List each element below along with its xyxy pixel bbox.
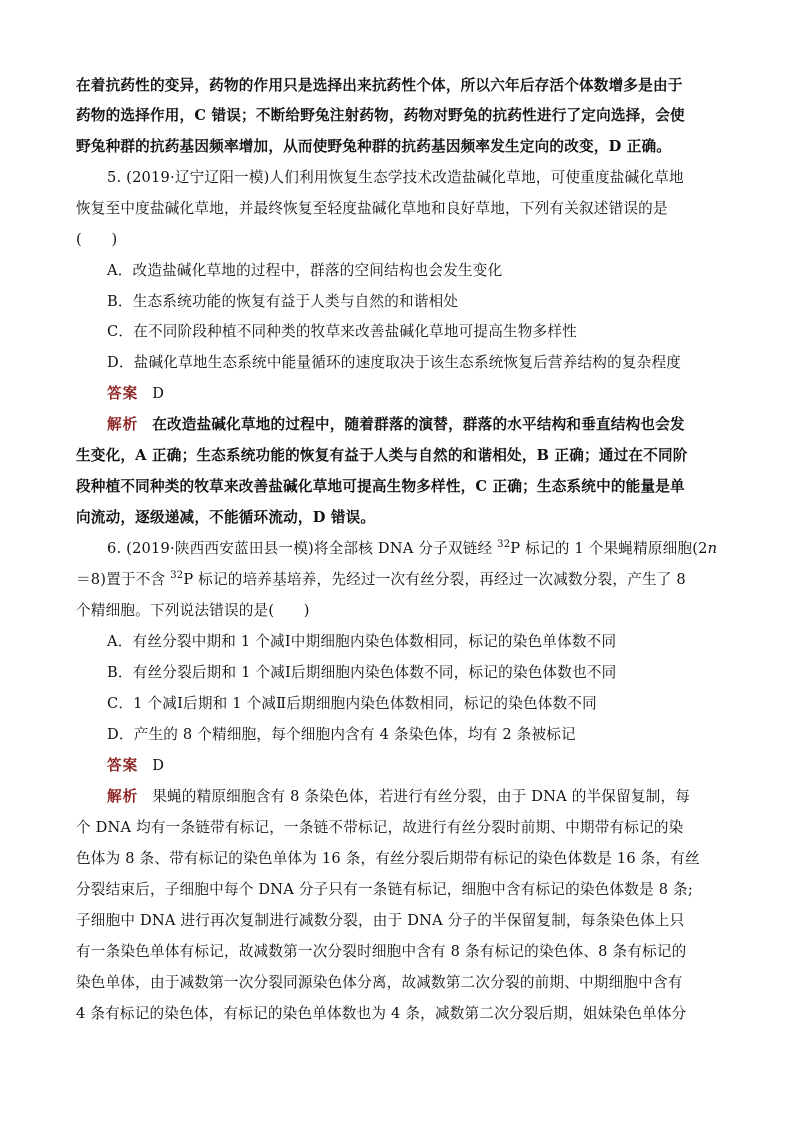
option-b: B．有丝分裂后期和 1 个减Ⅰ后期细胞内染色体数不同，标记的染色体数也不同 <box>107 664 617 681</box>
option-d: D．产生的 8 个精细胞，每个细胞内含有 4 条染色体，均有 2 条被标记 <box>107 726 576 743</box>
analysis-text: 染色单体，由于减数第一次分裂同源染色体分离，故减数第二次分裂的前期、中期细胞中含有 <box>76 974 683 991</box>
analysis-text: 个 DNA 均有一条链带有标记，一条链不带标记，故进行有丝分裂时前期、中期带有标记的染 <box>76 819 684 836</box>
question-number: 6. <box>107 540 122 557</box>
analysis-text: 子细胞中 DNA 进行再次复制进行减数分裂，由于 DNA 分子的半保留复制，每条染色体上只 <box>76 912 685 929</box>
question-text: P 标记的 1 个果蝇精原细胞(2 <box>510 540 708 557</box>
question-text: P 标记的培养基培养，先经过一次有丝分裂，再经过一次减数分裂，产生了 8 <box>183 571 686 588</box>
analysis-text: 有一条染色单体有标记，故减数第一次分裂时细胞中含有 8 条有标记的染色体、8 条有标记的 <box>76 943 687 960</box>
option-b: B．生态系统功能的恢复有益于人类与自然的和谐相处 <box>107 293 459 310</box>
question-text: 将全部核 DNA 分子双链经 <box>313 540 498 557</box>
question-5-stem <box>107 168 757 188</box>
superscript: 32 <box>497 539 511 551</box>
question-source: (2019·辽宁辽阳一模) <box>126 169 270 186</box>
analysis-text: 向流动，逐级递减，不能循环流动，D 错误。 <box>76 509 376 526</box>
answer-blank: ( ) <box>76 231 118 248</box>
question-text: 个精细胞。下列说法错误的是( ) <box>76 602 310 619</box>
answer-row <box>107 384 757 404</box>
question-text: 人们利用恢复生态学技术改造盐碱化草地，可使重度盐碱化草地 <box>269 169 684 186</box>
question-source: (2019·陕西西安蓝田县一模) <box>126 540 314 557</box>
option-a: A．改造盐碱化草地的过程中，群落的空间结构也会发生变化 <box>107 262 503 279</box>
analysis-label: 解析 <box>107 788 139 805</box>
answer-value: D <box>152 757 165 774</box>
analysis-row <box>107 415 757 435</box>
question-text-line <box>76 570 726 590</box>
italic-n: n <box>707 540 718 557</box>
answer-row <box>107 756 757 776</box>
text-line: 野兔种群的抗药基因频率增加，从而使野兔种群的抗药基因频率发生定向的改变，D 正确。 <box>76 138 672 155</box>
option-c: C．1 个减Ⅰ后期和 1 个减Ⅱ后期细胞内染色体数相同，标记的染色体数不同 <box>107 695 597 712</box>
analysis-text: 色体为 8 条、带有标记的染色单体为 16 条，有丝分裂后期带有标记的染色体数是 16 条，有丝 <box>76 850 700 867</box>
analysis-label: 解析 <box>107 416 139 433</box>
superscript: 32 <box>170 570 184 582</box>
answer-value: D <box>152 385 165 402</box>
analysis-text: 分裂结束后，子细胞中每个 DNA 分子只有一条链有标记，细胞中含有标记的染色体数是 8 条; <box>76 881 693 898</box>
question-number: 5. <box>107 169 122 186</box>
question-text: ＝8)置于不含 <box>76 571 171 588</box>
text-line: 在着抗药性的变异，药物的作用只是选择出来抗药性个体，所以六年后存活个体数增多是由于 <box>76 77 683 94</box>
analysis-text: 果蝇的精原细胞含有 8 条染色体，若进行有丝分裂，由于 DNA 的半保留复制，每 <box>152 788 691 805</box>
analysis-row <box>107 787 757 807</box>
analysis-text: 在改造盐碱化草地的过程中，随着群落的演替，群落的水平结构和垂直结构也会发 <box>152 416 685 433</box>
answer-label: 答案 <box>107 757 139 774</box>
option-d: D．盐碱化草地生态系统中能量循环的速度取决于该生态系统恢复后营养结构的复杂程度 <box>107 354 682 371</box>
question-text: 恢复至中度盐碱化草地，并最终恢复至轻度盐碱化草地和良好草地，下列有关叙述错误的是 <box>76 200 668 217</box>
option-a: A．有丝分裂中期和 1 个减Ⅰ中期细胞内染色体数相同，标记的染色单体数不同 <box>107 633 617 650</box>
analysis-text: 段种植不同种类的牧草来改善盐碱化草地可提高生物多样性，C 正确；生态系统中的能量是单 <box>76 478 685 495</box>
option-c: C．在不同阶段种植不同种类的牧草来改善盐碱化草地可提高生物多样性 <box>107 323 577 340</box>
text-line: 药物的选择作用，C 错误；不断给野兔注射药物，药物对野兔的抗药性进行了定向选择，会使 <box>76 107 685 124</box>
analysis-text: 4 条有标记的染色体，有标记的染色单体数也为 4 条，减数第二次分裂后期，姐妹染色单体分 <box>76 1005 687 1022</box>
analysis-text: 生变化，A 正确；生态系统功能的恢复有益于人类与自然的和谐相处，B 正确；通过在不同阶 <box>76 447 688 464</box>
question-6-stem <box>107 539 757 559</box>
answer-label: 答案 <box>107 385 139 402</box>
